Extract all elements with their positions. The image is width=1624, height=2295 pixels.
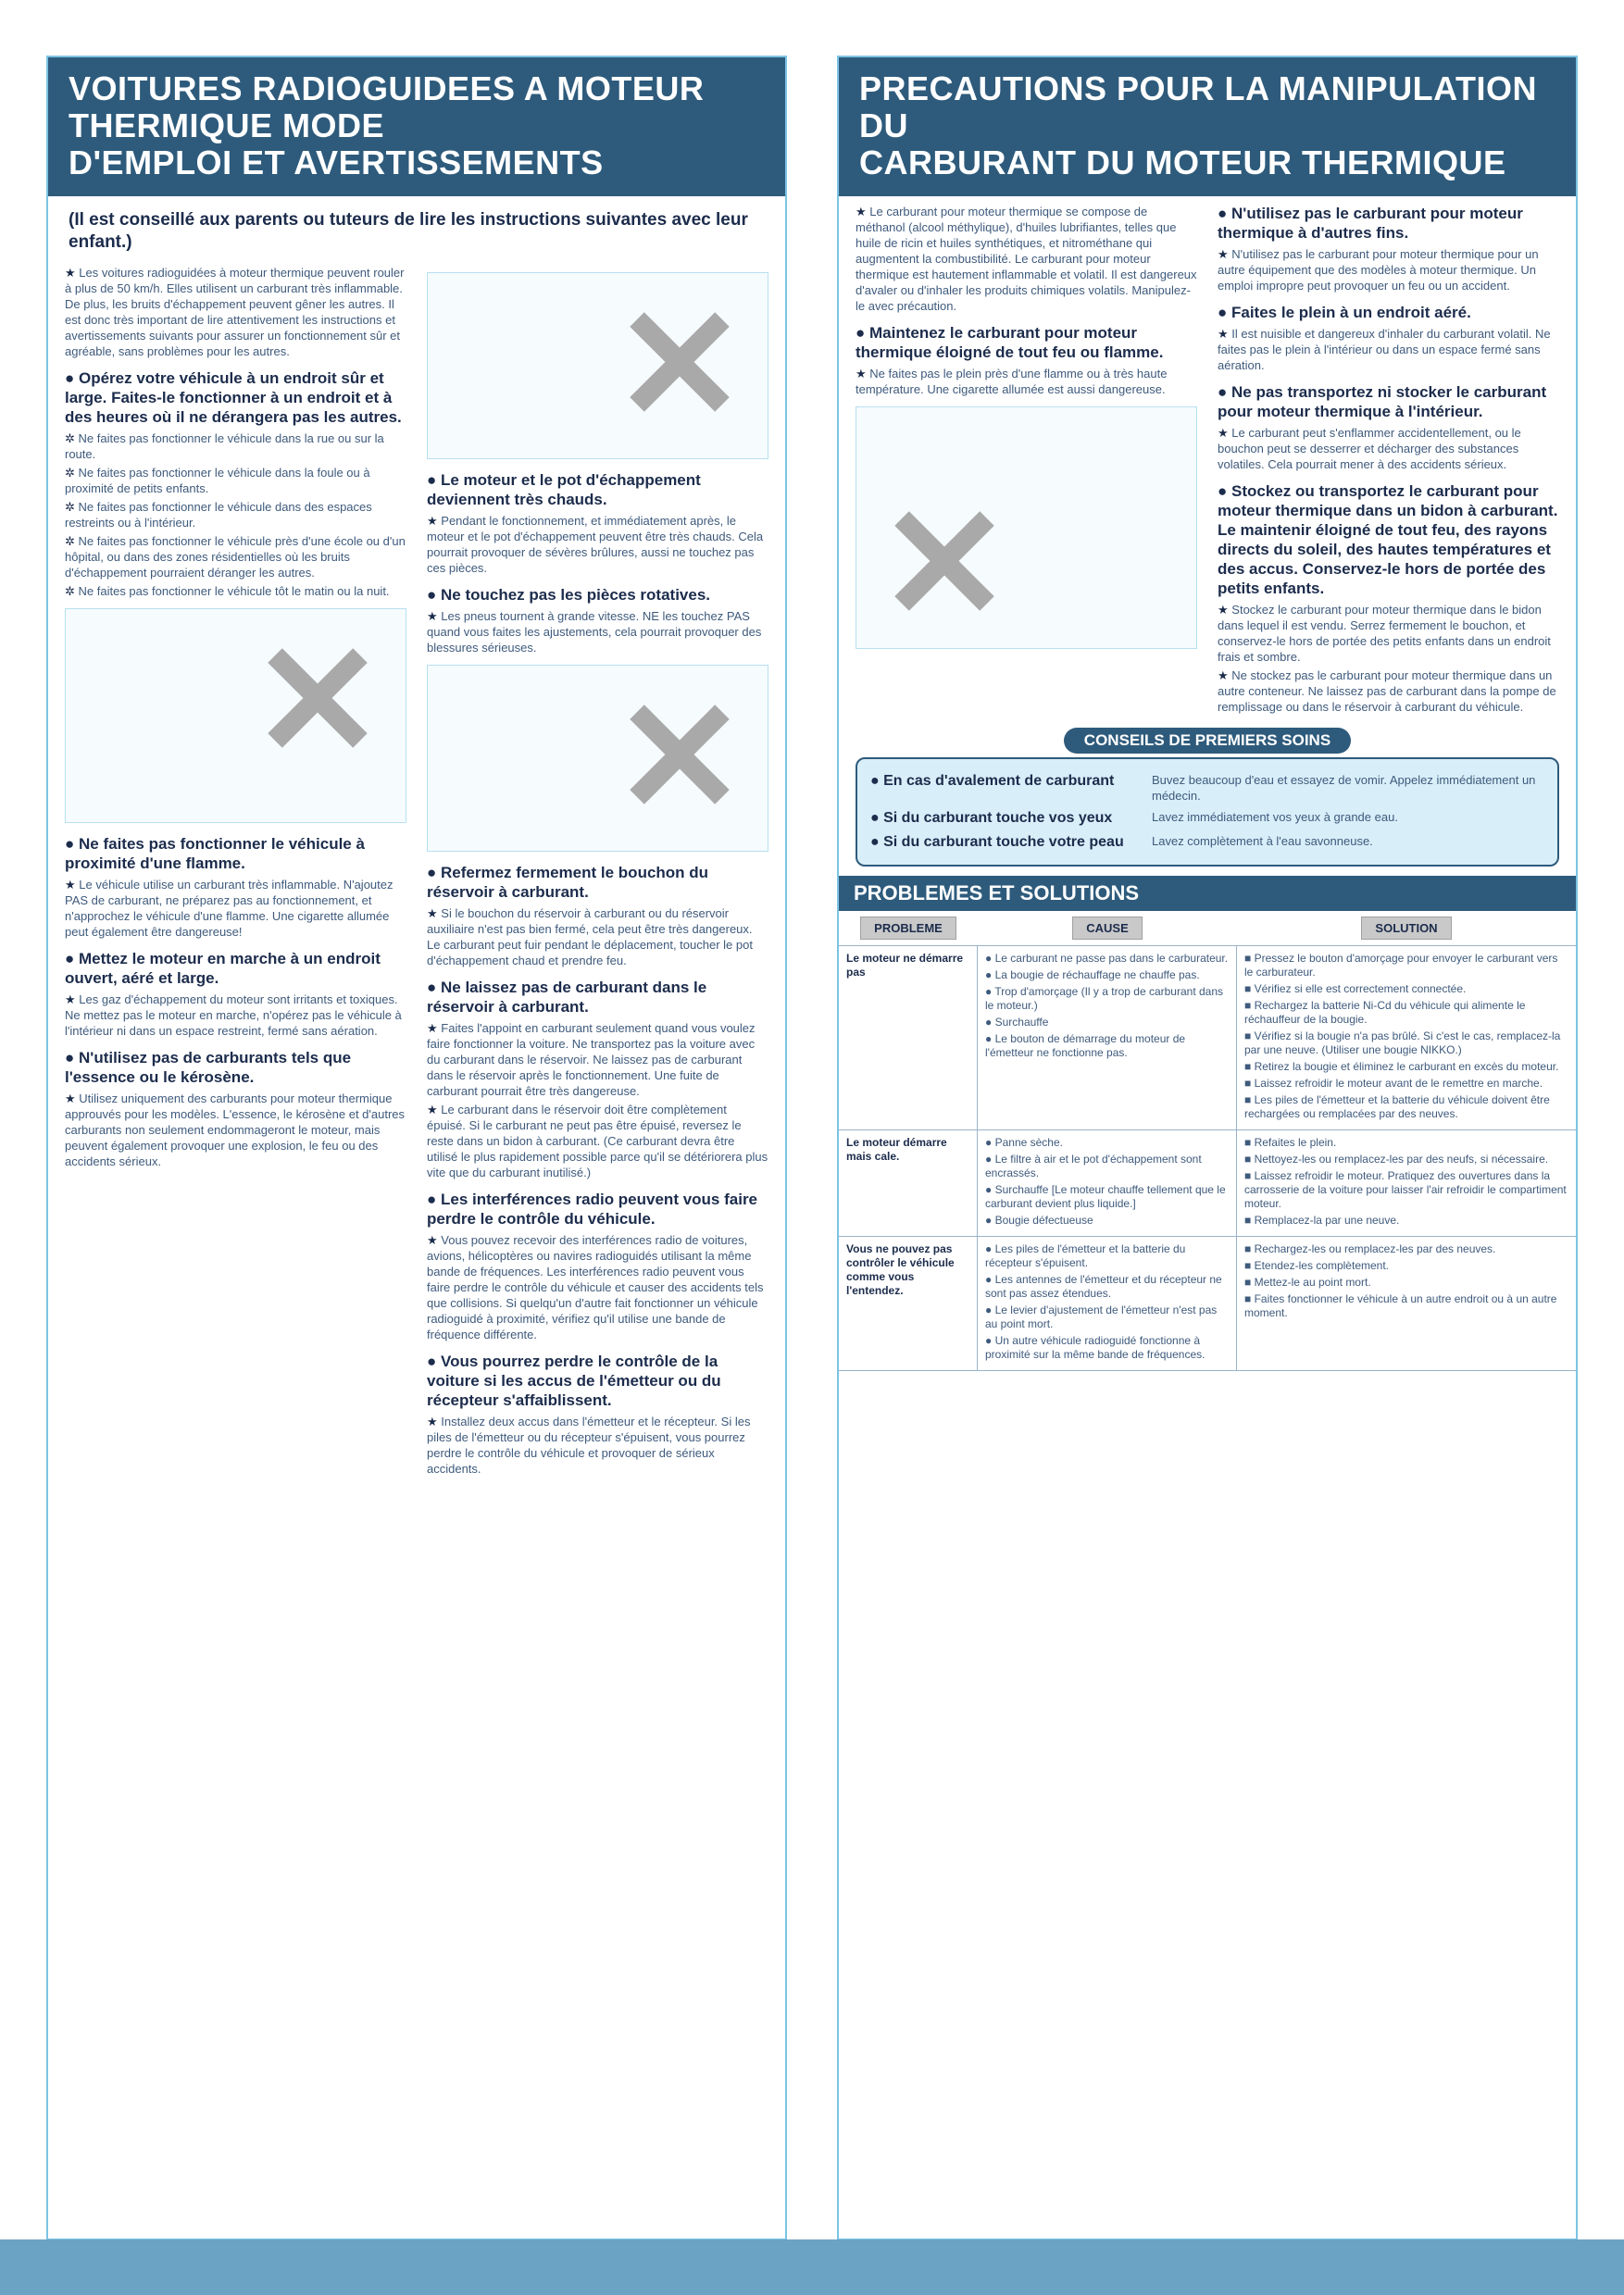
first-aid-action: Buvez beaucoup d'eau et essayez de vomir. Appelez immédiatement un médecin. [1152, 773, 1536, 803]
paragraph: ★ Les pneus tournent à grande vitesse. NE les touchez PAS quand vous faites les ajustements, cela pourrait provoquer des blessures sérieuses. [427, 608, 768, 655]
table-header [839, 911, 978, 946]
paragraph: ★ Il est nuisible et dangereux d'inhaler du carburant volatil. Ne faites pas le plein à l'intérieur ou dans un espace fermé sans aération. [1218, 326, 1559, 373]
right-title-line2: CARBURANT DU MOTEUR THERMIQUE [859, 143, 1506, 181]
section [427, 1352, 768, 1477]
paragraph: ★ Les gaz d'échappement du moteur sont irritants et toxiques. Ne mettez pas le moteur en marche, n'opérez pas le véhicule à l'intérieur ni dans un espace restreint, fermé sans aération. [65, 992, 406, 1039]
paragraph: ★ N'utilisez pas le carburant pour moteur thermique pour un autre équipement que des modèles à moteur thermique. Un emploi impropre peut provoquer un feu ou un accident. [1218, 246, 1559, 293]
problems-title: PROBLEMES ET SOLUTIONS [839, 876, 1576, 911]
paragraph: ★ Ne stockez pas le carburant pour moteur thermique dans un autre conteneur. Ne laissez pas de carburant dans la pompe de remplissage ou dans le réservoir à carburant du véhicule. [1218, 667, 1559, 715]
section-heading: ● Ne touchez pas les pièces rotatives. [427, 585, 768, 605]
left-title-banner [48, 57, 785, 196]
bullet: ✲ Ne faites pas fonctionner le véhicule tôt le matin ou la nuit. [65, 583, 406, 599]
paragraph: ★ Les voitures radioguidées à moteur thermique peuvent rouler à plus de 50 km/h. Elles utilisent un carburant très inflammable. De plus, les bruits d'échappement peuvent gêner les autres. Il est donc très important de lire attentivement les instructions et avertissements suivants pour assurer un fonctionnement sûr et agréable, sans problèmes pour les autres. [65, 265, 406, 359]
cause-item: ● Surchauffe [985, 1016, 1229, 1029]
bullet: ✲ Ne faites pas fonctionner le véhicule près d'une école ou d'un hôpital, ou dans des zones résidentielles où les bruits d'échappement pourraient déranger les autres. [65, 533, 406, 580]
solution-item: ■ Vérifiez si elle est correctement connectée. [1244, 982, 1568, 996]
left-column-2 [427, 265, 768, 1486]
section-heading: ● Ne laissez pas de carburant dans le réservoir à carburant. [427, 978, 768, 1017]
section-heading: ● Stockez ou transportez le carburant pour moteur thermique dans un bidon à carburant. Le maintenir éloigné de tout feu, des rayons directs du soleil, des hautes températures et des accus. Conservez-le hors de portée des petits enfants. [1218, 481, 1559, 598]
section [856, 204, 1197, 314]
col-problem: PROBLEME [860, 917, 956, 940]
section-heading: ● N'utilisez pas le carburant pour moteur thermique à d'autres fins. [1218, 204, 1559, 243]
first-aid-title-wrap [856, 728, 1559, 754]
solution-item: ■ Remplacez-la par une neuve. [1244, 1214, 1568, 1228]
cause-item: ● Un autre véhicule radioguidé fonctionne à proximité sur la même bande de fréquences. [985, 1334, 1229, 1362]
cause-item: ● Le carburant ne passe pas dans le carburateur. [985, 952, 1229, 966]
paragraph: ★ Vous pouvez recevoir des interférences radio de voitures, avions, hélicoptères ou navires radioguidés utilisant la même bande de fréquences. Les interférences radio peuvent vous faire perdre le contrôle du véhicule et causer des accidents tels que collisions. Si quelqu'un d'autre fait fonctionner un véhicule radioguidé à proximité, vérifiez qu'il utilise une bande de fréquence différente. [427, 1232, 768, 1342]
section [856, 323, 1197, 397]
right-columns [839, 196, 1576, 724]
section [65, 949, 406, 1039]
section [65, 368, 406, 599]
section-heading: ● Les interférences radio peuvent vous faire perdre le contrôle du véhicule. [427, 1190, 768, 1229]
section-heading: ● Le moteur et le pot d'échappement deviennent très chauds. [427, 470, 768, 509]
solution-item: ■ Nettoyez-les ou remplacez-les par des neufs, si nécessaire. [1244, 1153, 1568, 1166]
solutions-cell [1237, 1130, 1576, 1237]
first-aid-row [870, 772, 1544, 804]
left-intro: (Il est conseillé aux parents ou tuteurs de lire les instructions suivantes avec leur enfant.) [69, 210, 748, 252]
left-column-1 [65, 265, 406, 1486]
solution-item: ■ Les piles de l'émetteur et la batterie du véhicule doivent être rechargées ou remplacées par des neuves. [1244, 1093, 1568, 1121]
paragraph: ★ Le véhicule utilise un carburant très inflammable. N'ajoutez PAS de carburant, ne préparez pas au fonctionnement, et n'approchez le véhicule d'une flamme. Une cigarette allumée peut également être dangereuse! [65, 877, 406, 940]
section [427, 470, 768, 576]
right-page [837, 56, 1578, 2240]
section [65, 265, 406, 359]
causes-cell [978, 1237, 1237, 1371]
cross-icon [629, 703, 731, 804]
col-cause: CAUSE [1072, 917, 1143, 940]
section [427, 978, 768, 1180]
first-aid-cause: ● Si du carburant touche votre peau [870, 833, 1139, 852]
problem-cell: Le moteur démarre mais cale. [839, 1130, 978, 1237]
first-aid-action: Lavez complètement à l'eau savonneuse. [1152, 834, 1373, 848]
cause-item: ● Les antennes de l'émetteur et du récepteur ne sont pas assez étendues. [985, 1273, 1229, 1301]
causes-cell [978, 946, 1237, 1130]
problems-table [839, 911, 1576, 1371]
right-column-2 [1218, 204, 1559, 724]
solution-item: ■ Laissez refroidir le moteur avant de le remettre en marche. [1244, 1077, 1568, 1091]
solution-item: ■ Rechargez la batterie Ni-Cd du véhicule qui alimente le réchauffeur de la bougie. [1244, 999, 1568, 1027]
solution-item: ■ Rechargez-les ou remplacez-les par des neuves. [1244, 1242, 1568, 1256]
cause-item: ● Le levier d'ajustement de l'émetteur n'est pas au point mort. [985, 1303, 1229, 1331]
solution-item: ■ Vérifiez si la bougie n'a pas brûlé. Si c'est le cas, remplacez-la par une neuve. (Utiliser une bougie NIKKO.) [1244, 1029, 1568, 1057]
left-title-line2: D'EMPLOI ET AVERTISSEMENTS [69, 143, 604, 181]
first-aid-cause: ● Si du carburant touche vos yeux [870, 809, 1139, 828]
right-title-banner [839, 57, 1576, 196]
section-heading: ● Ne pas transportez ni stocker le carburant pour moteur thermique à l'intérieur. [1218, 382, 1559, 421]
solutions-cell [1237, 1237, 1576, 1371]
paragraph: ★ Le carburant dans le réservoir doit être complètement épuisé. Si le carburant ne peut pas être épuisé, reversez le reste dans un bidon à carburant. (Ce carburant devra être utilisé le plus rapidement possible parce qu'il se détériorera plus vite que du carburant inutilisé.) [427, 1102, 768, 1180]
section [1218, 204, 1559, 293]
solution-item: ■ Faites fonctionner le véhicule à un autre endroit ou à un autre moment. [1244, 1292, 1568, 1320]
section-heading: ● Maintenez le carburant pour moteur thermique éloigné de tout feu ou flamme. [856, 323, 1197, 362]
section-heading: ● Vous pourrez perdre le contrôle de la voiture si les accus de l'émetteur ou du récepteur s'affaiblissent. [427, 1352, 768, 1410]
solution-item: ■ Pressez le bouton d'amorçage pour envoyer le carburant vers le carburateur. [1244, 952, 1568, 979]
section [65, 834, 406, 940]
paragraph: ★ Installez deux accus dans l'émetteur et le récepteur. Si les piles de l'émetteur ou du récepteur s'épuisent, vous pourrez perdre le contrôle du véhicule et provoquer de sérieux accidents. [427, 1414, 768, 1477]
bullet: ✲ Ne faites pas fonctionner le véhicule dans la foule ou à proximité de petits enfants. [65, 465, 406, 496]
solution-item: ■ Mettez-le au point mort. [1244, 1276, 1568, 1290]
cross-icon [893, 509, 995, 611]
section [427, 863, 768, 968]
solution-item: ■ Etendez-les complètement. [1244, 1259, 1568, 1273]
section-heading: ● Ne faites pas fonctionner le véhicule à proximité d'une flamme. [65, 834, 406, 873]
bullet: ✲ Ne faites pas fonctionner le véhicule dans des espaces restreints ou à l'intérieur. [65, 499, 406, 530]
solution-item: ■ Retirez la bougie et éliminez le carburant en excès du moteur. [1244, 1060, 1568, 1074]
cause-item: ● Le filtre à air et le pot d'échappement sont encrassés. [985, 1153, 1229, 1180]
cause-item: ● Bougie défectueuse [985, 1214, 1229, 1228]
cause-item: ● Les piles de l'émetteur et la batterie du récepteur s'épuisent. [985, 1242, 1229, 1270]
kids-fire-illustration [856, 406, 1197, 649]
cause-item: ● Trop d'amorçage (Il y a trop de carburant dans le moteur.) [985, 985, 1229, 1013]
paragraph: ★ Utilisez uniquement des carburants pour moteur thermique approuvés pour les modèles. L'essence, le kérosène et d'autres carburants non seulement endommageront le moteur, mais peuvent également provoquer une explosion, le feu ou des accidents sérieux. [65, 1091, 406, 1169]
section-heading: ● Refermez fermement le bouchon du réservoir à carburant. [427, 863, 768, 902]
left-page [46, 56, 787, 2240]
section [1218, 303, 1559, 373]
first-aid-row [870, 833, 1544, 852]
section-heading: ● Faites le plein à un endroit aéré. [1218, 303, 1559, 322]
left-title-line1: VOITURES RADIOGUIDEES A MOTEUR THERMIQUE MODE [69, 69, 705, 144]
section-heading: ● Mettez le moteur en marche à un endroit ouvert, aéré et large. [65, 949, 406, 988]
paragraph: ★ Le carburant peut s'enflammer accidentellement, ou le bouchon peut se desserrer et décharger des substances volatiles. Cela pourrait mener à des accidents sérieux. [1218, 425, 1559, 472]
paragraph: ★ Stockez le carburant pour moteur thermique dans le bidon dans lequel il est vendu. Serrez fermement le bouchon, et conservez-le hors de portée des petits enfants dans un endroit frais et sombre. [1218, 602, 1559, 665]
section [427, 1190, 768, 1342]
section [427, 585, 768, 655]
bottom-edge-band [0, 2239, 1624, 2295]
solutions-cell [1237, 946, 1576, 1130]
paragraph: ★ Le carburant pour moteur thermique se compose de méthanol (alcool méthylique), d'huiles lubrifiantes, telles que huile de ricin et huiles synthétiques, et nitrométhane qui augmentent la combustibilité. Le carburant pour moteur thermique est hautement inflammable et volatil. Il est dangereux d'avaler ou d'inhaler les produits chimiques volatils. Manipulez-le avec précaution. [856, 204, 1197, 314]
paragraph: ★ Faites l'appoint en carburant seulement quand vous voulez faire fonctionner la voiture. Ne transportez pas la voiture avec du carburant dans le réservoir. Ne laissez pas de carburant dans le réservoir après le fonctionnement. Une fuite de carburant pourrait être très dangereuse. [427, 1020, 768, 1099]
first-aid-row [870, 809, 1544, 828]
col-solution: SOLUTION [1361, 917, 1451, 940]
solution-item: ■ Refaites le plein. [1244, 1136, 1568, 1150]
problem-cell: Le moteur ne démarre pas [839, 946, 978, 1130]
section-heading: ● Opérez votre véhicule à un endroit sûr et large. Faites-le fonctionner à un endroit et à des heures où il ne dérangera pas les autres. [65, 368, 406, 427]
cause-item: ● La bougie de réchauffage ne chauffe pas. [985, 968, 1229, 982]
table-header [1237, 911, 1576, 946]
section [1218, 481, 1559, 715]
cross-icon [267, 646, 369, 748]
section [1218, 382, 1559, 472]
child-kite-illustration [65, 608, 406, 823]
solution-item: ■ Laissez refroidir le moteur. Pratiquez des ouvertures dans la carrosserie de la voiture pour laisser l'air refroidir le compartiment moteur. [1244, 1169, 1568, 1211]
first-aid-cause: ● En cas d'avalement de carburant [870, 772, 1139, 791]
section [65, 1048, 406, 1169]
first-aid-action: Lavez immédiatement vos yeux à grande eau. [1152, 810, 1398, 824]
first-aid-panel [856, 728, 1559, 867]
left-columns [48, 257, 785, 1486]
table-header [978, 911, 1237, 946]
cross-icon [629, 310, 731, 412]
right-column-1 [856, 204, 1197, 724]
paragraph: ★ Pendant le fonctionnement, et immédiatement après, le moteur et le pot d'échappement peuvent être très chauds. Cela pourrait provoquer de sévères brûlures, aussi ne touchez pas ces pièces. [427, 513, 768, 576]
causes-cell [978, 1130, 1237, 1237]
paragraph: ★ Si le bouchon du réservoir à carburant ou du réservoir auxiliaire n'est pas bien fermé, cela peut être très dangereux. Le carburant peut fuir pendant le déplacement, toucher le pot d'échappement chaud et prendre feu. [427, 905, 768, 968]
fuel-tank-illustration [427, 665, 768, 852]
bullet: ✲ Ne faites pas fonctionner le véhicule dans la rue ou sur la route. [65, 430, 406, 462]
cause-item: ● Le bouton de démarrage du moteur de l'émetteur ne fonctionne pas. [985, 1032, 1229, 1060]
first-aid-box [856, 757, 1559, 867]
rc-car-exhaust-illustration [427, 272, 768, 459]
cause-item: ● Surchauffe [Le moteur chauffe tellement que le carburant devient plus liquide.] [985, 1183, 1229, 1211]
cause-item: ● Panne sèche. [985, 1136, 1229, 1150]
first-aid-title: CONSEILS DE PREMIERS SOINS [1064, 728, 1351, 754]
right-title-line1: PRECAUTIONS POUR LA MANIPULATION DU [859, 69, 1537, 144]
paragraph: ★ Ne faites pas le plein près d'une flamme ou à très haute température. Une cigarette allumée est aussi dangereuse. [856, 366, 1197, 397]
first-aid-rows [870, 772, 1544, 852]
section-heading: ● N'utilisez pas de carburants tels que l'essence ou le kérosène. [65, 1048, 406, 1087]
problem-cell: Vous ne pouvez pas contrôler le véhicule comme vous l'entendez. [839, 1237, 978, 1371]
